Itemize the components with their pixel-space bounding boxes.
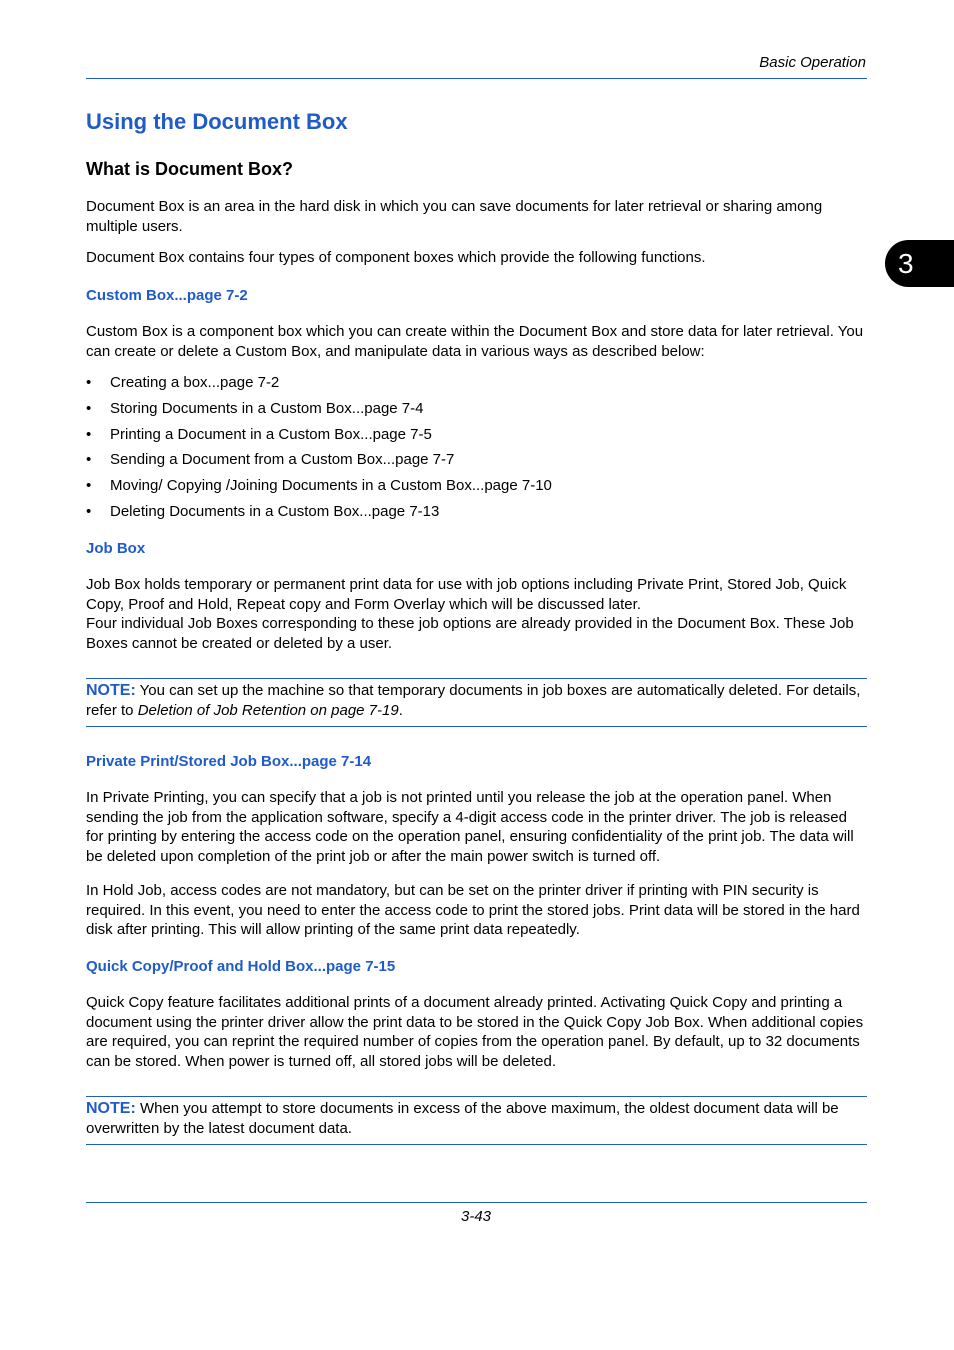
private-print-body-1: In Private Printing, you can specify that a job is not printed until you release the job at the operation panel. When sending the job from the application software, specify a 4-digit access code in the printer driver. The job is released for printing by entering the access code on the operation panel, ensuring confidentiality of the print job. The data will be deleted upon completion of the print job or after the main power switch is turned off. [86, 789, 854, 865]
intro-paragraph-2: Document Box contains four types of component boxes which provide the following functions. [86, 249, 706, 266]
bullet-dot: • [86, 400, 92, 417]
quick-copy-heading[interactable]: Quick Copy/Proof and Hold Box...page 7-15 [86, 958, 396, 975]
note-1-top-rule [86, 678, 867, 679]
footer-rule [86, 1202, 867, 1203]
custom-box-heading[interactable]: Custom Box...page 7-2 [86, 287, 248, 304]
intro-paragraph-1: Document Box is an area in the hard disk in which you can save documents for later retrieval or sharing among multiple users. [86, 198, 823, 235]
bullet-dot: • [86, 451, 92, 468]
job-box-body-2: Four individual Job Boxes corresponding to these job options are already provided in the Document Box. These Job Boxes cannot be created or deleted by a user. [86, 615, 854, 652]
note-2 [86, 1099, 867, 1138]
note-label: NOTE: [86, 1100, 136, 1117]
note-text: When you attempt to store documents in excess of the above maximum, the oldest document data will be overwritten by the latest document data. [86, 1100, 839, 1137]
chapter-tab: 3 [885, 240, 954, 287]
bullet-dot: • [86, 503, 92, 520]
private-print-heading[interactable]: Private Print/Stored Job Box...page 7-14 [86, 753, 372, 770]
quick-copy-body: Quick Copy feature facilitates additional prints of a document already printed. Activating Quick Copy and printing a document using the printer driver allow the print data to be stored in the Quick Copy Job Box. When additional copies are required, you can reprint the required number of copies from the operation panel. By default, up to 32 documents can be stored. When power is turned off, all stored jobs will be deleted. [86, 994, 864, 1070]
note-label: NOTE: [86, 682, 136, 699]
bullet-dot: • [86, 477, 92, 494]
note-2-bottom-rule [86, 1144, 867, 1145]
private-print-body-2: In Hold Job, access codes are not mandatory, but can be set on the printer driver if printing with PIN security is required. In this event, you need to enter the access code to print the stored jobs. Print data will be stored in the hard disk after printing. This will allow printing of the same print data repeatedly. [86, 882, 860, 938]
note-1-bottom-rule [86, 726, 867, 727]
job-box-heading: Job Box [86, 540, 146, 557]
section-subtitle: What is Document Box? [86, 159, 294, 179]
job-box-body-1: Job Box holds temporary or permanent print data for use with job options including Private Print, Stored Job, Quick Copy, Proof and Hold, Repeat copy and Form Overlay which will be discussed later. [86, 576, 847, 613]
note-reference[interactable]: Deletion of Job Retention on page 7-19 [137, 701, 399, 719]
note-2-top-rule [86, 1096, 867, 1097]
header-rule [86, 78, 867, 79]
note-text: You can set up the machine so that temporary documents in job boxes are automatically deleted. For details, refer to [86, 682, 861, 719]
custom-box-body: Custom Box is a component box which you can create within the Document Box and store data for later retrieval. You can create or delete a Custom Box, and manipulate data in various ways as described below: [86, 323, 864, 360]
page-number: 3-43 [461, 1208, 492, 1225]
bullet-dot: • [86, 426, 92, 443]
page-title: Using the Document Box [86, 109, 348, 134]
header-section-title: Basic Operation [759, 54, 866, 71]
bullet-dot: • [86, 374, 92, 391]
note-1: NOTE: You can set up the machine so that temporary documents in job boxes are automatically deleted. For details, refer to Deletion of Job Retention on page 7-19. [86, 682, 861, 719]
